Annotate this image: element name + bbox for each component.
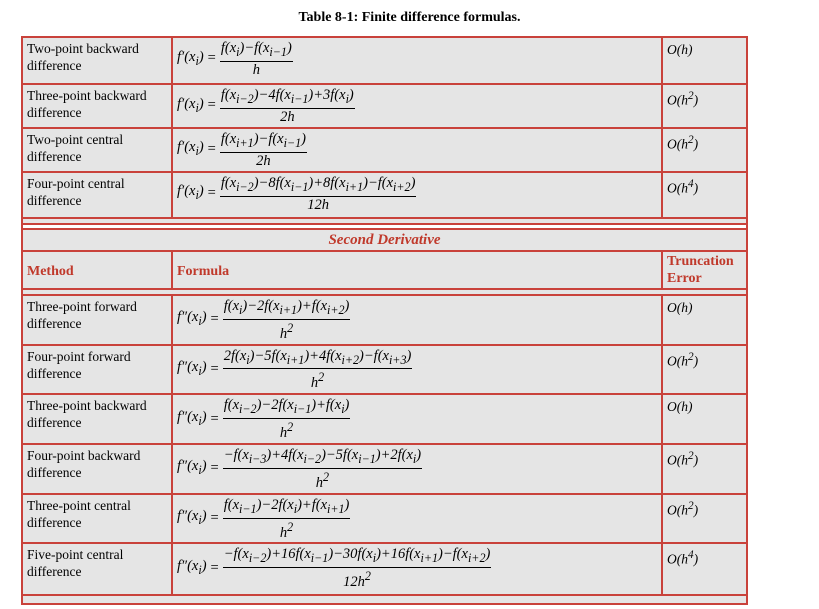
truncation-error: $O(h^2)$ (662, 345, 747, 395)
formula-lhs: $f'(x_i)$ (177, 183, 204, 203)
fraction-denominator: $h^2$ (279, 420, 294, 441)
fraction-denominator: $h^2$ (315, 469, 330, 491)
formula-cell (172, 543, 662, 595)
method-name: Two-point central difference (22, 128, 172, 172)
fraction-denominator: $h^2$ (310, 370, 325, 392)
fraction (223, 546, 492, 590)
truncation-error: $O(h^2)$ (662, 128, 747, 172)
truncation-error: O(h) (662, 394, 747, 444)
formula (177, 447, 422, 491)
equals-sign: = (210, 410, 219, 427)
method-name: Five-point central difference (22, 543, 172, 595)
fraction-numerator: $f(x_i)-2f(x_{i+1})+f(x_{i+2})$ (223, 298, 351, 320)
formula (177, 348, 412, 392)
second-derivative-row (22, 494, 747, 544)
formula-lhs: $f''(x_i)$ (177, 408, 207, 428)
second-derivative-title: Second Derivative (22, 229, 747, 251)
formula (177, 131, 307, 169)
finite-difference-table-wrap (21, 36, 746, 605)
fraction (223, 298, 351, 342)
formula-lhs: $f''(x_i)$ (177, 557, 207, 577)
fraction-numerator: $f(x_{i-2})-8f(x_{i-1})+8f(x_{i+1})-f(x_{i+2})$ (220, 175, 417, 197)
truncation-error: $O(h^2)$ (662, 84, 747, 128)
formula (177, 497, 350, 541)
formula-cell (172, 37, 662, 84)
first-derivative-row (22, 37, 747, 84)
formula-cell (172, 84, 662, 128)
formula-cell (172, 172, 662, 218)
fraction-denominator: 2h (256, 152, 271, 169)
table-caption: Table 8-1: Finite difference formulas. (298, 10, 521, 25)
fraction (220, 87, 355, 125)
truncation-error: $O(h^2)$ (662, 444, 747, 494)
equals-sign: = (207, 185, 216, 202)
fraction-numerator: $f(x_{i-1})-2f(x_i)+f(x_{i+1})$ (223, 497, 351, 519)
header-method: Method (22, 251, 172, 289)
formula-cell (172, 295, 662, 345)
fraction (223, 447, 422, 491)
fraction-denominator: $h^2$ (279, 519, 294, 541)
fraction (223, 397, 351, 441)
fraction-numerator: $f(x_i)-f(x_{i-1})$ (220, 40, 293, 62)
formula-lhs: $f'(x_i)$ (177, 48, 204, 68)
method-name: Three-point backward difference (22, 394, 172, 444)
equals-sign: = (210, 510, 219, 527)
truncation-error: O(h) (662, 295, 747, 345)
fraction-numerator: $f(x_{i-2})-4f(x_{i-1})+3f(x_i)$ (220, 87, 355, 109)
fraction-numerator: $f(x_{i+1})-f(x_{i-1})$ (220, 131, 307, 153)
formula-cell (172, 128, 662, 172)
fraction-denominator: 12h (307, 196, 329, 213)
fraction-numerator: $-f(x_{i-2})+16f(x_{i-1})-30f(x_i)+16f(x_{i+1})-f(x_{i+2})$ (223, 546, 492, 568)
second-derivative-row (22, 394, 747, 444)
truncation-error: $O(h^2)$ (662, 494, 747, 544)
header-truncation-error: Truncation Error (662, 251, 747, 289)
formula-lhs: $f''(x_i)$ (177, 309, 207, 329)
first-derivative-row (22, 84, 747, 128)
method-name: Three-point central difference (22, 494, 172, 544)
equals-sign: = (210, 559, 219, 576)
equals-sign: = (210, 360, 219, 377)
first-derivative-section (22, 37, 747, 224)
method-name: Three-point forward difference (22, 295, 172, 345)
fraction-numerator: $2f(x_i)-5f(x_{i+1})+4f(x_{i+2})-f(x_{i+3})$ (223, 348, 413, 370)
formula (177, 40, 293, 78)
method-name: Three-point backward difference (22, 84, 172, 128)
truncation-error: O(h) (662, 37, 747, 84)
equals-sign: = (207, 141, 216, 158)
formula (177, 87, 355, 125)
formula-lhs: $f''(x_i)$ (177, 458, 207, 478)
equals-sign: = (210, 460, 219, 477)
truncation-error: $O(h^4)$ (662, 172, 747, 218)
formula (177, 546, 491, 590)
formula-cell (172, 345, 662, 395)
equals-sign: = (207, 97, 216, 114)
second-derivative-row (22, 444, 747, 494)
formula-cell (172, 494, 662, 544)
method-name: Four-point central difference (22, 172, 172, 218)
method-name: Four-point backward difference (22, 444, 172, 494)
fraction (223, 497, 351, 541)
fraction-denominator: h (252, 61, 260, 78)
fraction (220, 40, 293, 78)
formula-cell (172, 444, 662, 494)
formula-lhs: $f'(x_i)$ (177, 95, 204, 115)
fraction (220, 131, 307, 169)
equals-sign: = (210, 311, 219, 328)
second-derivative-row (22, 295, 747, 345)
formula (177, 298, 350, 342)
second-derivative-row (22, 543, 747, 595)
formula-lhs: $f''(x_i)$ (177, 358, 207, 378)
formula-lhs: $f''(x_i)$ (177, 508, 207, 527)
method-name: Two-point backward difference (22, 37, 172, 84)
fraction-numerator: $f(x_{i-2})-2f(x_{i-1})+f(x_i)$ (223, 397, 351, 419)
first-derivative-row (22, 172, 747, 218)
section-separator (22, 224, 747, 289)
header-formula: Formula (172, 251, 662, 289)
second-derivative-section (22, 289, 747, 596)
fraction (220, 175, 417, 213)
formula (177, 397, 350, 441)
formula (177, 175, 416, 213)
fraction-denominator: $h^2$ (279, 320, 294, 342)
fraction (223, 348, 413, 392)
fraction-denominator: $12h^2$ (343, 569, 371, 591)
fraction-numerator: $-f(x_{i-3})+4f(x_{i-2})-5f(x_{i-1})+2f(x_i)$ (223, 447, 422, 469)
formula-cell (172, 394, 662, 444)
method-name: Four-point forward difference (22, 345, 172, 395)
formula-lhs: $f'(x_i)$ (177, 139, 204, 159)
fraction-denominator: 2h (280, 108, 295, 125)
second-derivative-row (22, 345, 747, 395)
first-derivative-row (22, 128, 747, 172)
finite-difference-table (21, 36, 748, 605)
truncation-error: $O(h^4)$ (662, 543, 747, 595)
equals-sign: = (207, 50, 216, 67)
